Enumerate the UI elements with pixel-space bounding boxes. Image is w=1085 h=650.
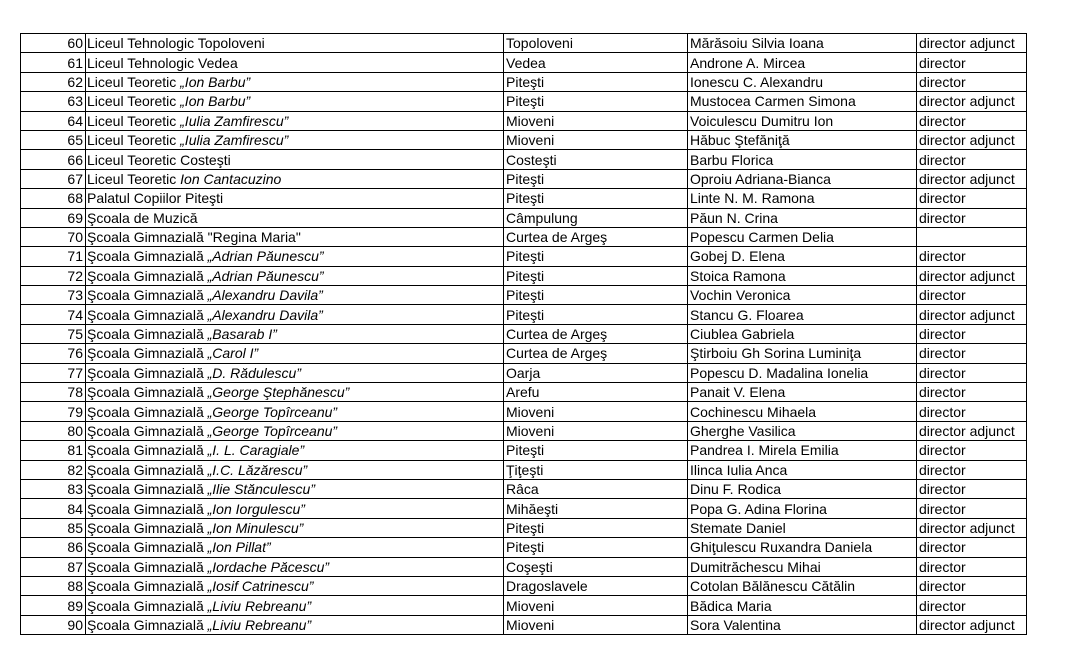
school-name-cell <box>86 441 504 460</box>
role-cell <box>917 227 1027 246</box>
school-name-text: Liceul Teoretic <box>87 170 181 187</box>
school-name-cell <box>86 557 504 576</box>
school-name-text: Liceul Teoretic <box>87 73 181 90</box>
row-number-cell: 83 <box>21 479 86 498</box>
row-number-cell: 62 <box>21 72 86 91</box>
school-name-italic-text: „Alexandru Davila” <box>207 287 323 304</box>
table-row <box>21 111 1027 130</box>
person-name-cell: Cotolan Bălănescu Cătălin <box>688 576 917 595</box>
role-cell: director adjunct <box>917 421 1027 440</box>
city-cell: Piteşti <box>504 92 688 111</box>
table-row <box>21 538 1027 557</box>
table-row <box>21 615 1027 634</box>
city-cell: Mioveni <box>504 130 688 149</box>
school-name-text: Şcoala Gimnazială <box>87 306 208 323</box>
school-name-cell <box>86 479 504 498</box>
person-name-cell: Pandrea I. Mirela Emilia <box>688 441 917 460</box>
role-cell: director <box>917 557 1027 576</box>
person-name-cell: Stancu G. Floarea <box>688 305 917 324</box>
school-name-italic-text: „Iulia Zamfirescu” <box>180 132 289 149</box>
person-name-cell: Dinu F. Rodica <box>688 479 917 498</box>
person-name-cell: Hăbuc Ştefăniţă <box>688 130 917 149</box>
city-cell: Piteşti <box>504 538 688 557</box>
table-row <box>21 518 1027 537</box>
row-number-cell: 74 <box>21 305 86 324</box>
school-name-text: Şcoala Gimnazială <box>87 597 208 614</box>
school-name-text: Şcoala Gimnazială <box>87 481 208 498</box>
role-cell: director <box>917 363 1027 382</box>
school-name-cell <box>86 344 504 363</box>
school-name-text: Şcoala Gimnazială <box>87 326 208 343</box>
row-number-cell: 75 <box>21 324 86 343</box>
school-name-cell <box>86 169 504 188</box>
city-cell: Piteşti <box>504 72 688 91</box>
row-number-cell: 76 <box>21 344 86 363</box>
school-name-text: Liceul Tehnologic Topoloveni <box>87 35 265 52</box>
school-name-cell <box>86 208 504 227</box>
school-name-text: Liceul Teoretic Costeşti <box>87 151 231 168</box>
row-number-cell: 69 <box>21 208 86 227</box>
city-cell: Mioveni <box>504 596 688 615</box>
person-name-cell: Panait V. Elena <box>688 383 917 402</box>
table-row <box>21 596 1027 615</box>
table-row <box>21 150 1027 169</box>
person-name-cell: Mustocea Carmen Simona <box>688 92 917 111</box>
table-row <box>21 208 1027 227</box>
role-cell: director <box>917 441 1027 460</box>
school-name-italic-text: „George Topîrceanu” <box>207 423 338 439</box>
table-row <box>21 576 1027 595</box>
person-name-cell: Gobej D. Elena <box>688 247 917 266</box>
person-name-cell: Voiculescu Dumitru Ion <box>688 111 917 130</box>
city-cell: Vedea <box>504 53 688 72</box>
city-cell: Mioveni <box>504 615 688 634</box>
row-number-cell: 78 <box>21 383 86 402</box>
role-cell: director adjunct <box>917 34 1027 53</box>
table-row <box>21 227 1027 246</box>
table-row <box>21 189 1027 208</box>
school-name-cell <box>86 266 504 285</box>
row-number-cell: 77 <box>21 363 86 382</box>
school-name-text: Şcoala Gimnazială "Regina Maria" <box>87 229 301 246</box>
table-row <box>21 266 1027 285</box>
row-number-cell: 84 <box>21 499 86 518</box>
table-row <box>21 324 1027 343</box>
city-cell: Oarja <box>504 363 688 382</box>
school-name-cell <box>86 421 504 440</box>
school-name-italic-text: „D. Rădulescu” <box>207 364 301 381</box>
school-name-cell <box>86 227 504 246</box>
school-name-cell <box>86 92 504 111</box>
role-cell: director <box>917 499 1027 518</box>
table-row <box>21 72 1027 91</box>
school-name-text: Şcoala de Muzică <box>87 209 198 226</box>
person-name-cell: Ştirboiu Gh Sorina Luminiţa <box>688 344 917 363</box>
school-name-cell <box>86 34 504 53</box>
school-name-cell <box>86 324 504 343</box>
city-cell: Curtea de Argeş <box>504 227 688 246</box>
table-row <box>21 402 1027 421</box>
city-cell: Piteşti <box>504 266 688 285</box>
city-cell: Câmpulung <box>504 208 688 227</box>
person-name-cell: Sora Valentina <box>688 615 917 634</box>
city-cell: Râca <box>504 479 688 498</box>
city-cell: Mihăeşti <box>504 499 688 518</box>
row-number-cell: 67 <box>21 169 86 188</box>
row-number-cell: 64 <box>21 111 86 130</box>
school-name-italic-text: „Ilie Stănculescu” <box>207 481 316 498</box>
table-row <box>21 286 1027 305</box>
row-number-cell: 63 <box>21 92 86 111</box>
school-name-italic-text: „Iordache Păcescu” <box>207 558 330 575</box>
school-name-cell <box>86 189 504 208</box>
role-cell: director <box>917 596 1027 615</box>
school-name-text: Şcoala Gimnazială <box>87 403 208 420</box>
city-cell: Dragoslavele <box>504 576 688 595</box>
school-name-text: Şcoala Gimnazială <box>87 248 208 265</box>
table-row <box>21 169 1027 188</box>
city-cell: Piteşti <box>504 305 688 324</box>
table-row <box>21 305 1027 324</box>
row-number-cell: 60 <box>21 34 86 53</box>
role-cell: director <box>917 402 1027 421</box>
school-name-italic-text: „Alexandru Davila” <box>207 306 323 323</box>
school-name-cell <box>86 130 504 149</box>
school-name-text: Şcoala Gimnazială <box>87 287 208 304</box>
staff-table <box>20 33 1027 635</box>
person-name-cell: Linte N. M. Ramona <box>688 189 917 208</box>
role-cell: director <box>917 538 1027 557</box>
school-name-text: Liceul Teoretic <box>87 132 181 149</box>
role-cell: director <box>917 460 1027 479</box>
city-cell: Mioveni <box>504 421 688 440</box>
row-number-cell: 79 <box>21 402 86 421</box>
city-cell: Mioveni <box>504 402 688 421</box>
table-row <box>21 441 1027 460</box>
school-name-cell <box>86 53 504 72</box>
person-name-cell: Cochinescu Mihaela <box>688 402 917 421</box>
school-name-italic-text: „George Ştephănescu” <box>207 384 350 401</box>
row-number-cell: 68 <box>21 189 86 208</box>
role-cell: director <box>917 150 1027 169</box>
city-cell: Piteşti <box>504 189 688 208</box>
row-number-cell: 89 <box>21 596 86 615</box>
city-cell: Costeşti <box>504 150 688 169</box>
person-name-cell: Ionescu C. Alexandru <box>688 72 917 91</box>
person-name-cell: Ciublea Gabriela <box>688 324 917 343</box>
person-name-cell: Oproiu Adriana-Bianca <box>688 169 917 188</box>
role-cell: director <box>917 344 1027 363</box>
school-name-cell <box>86 499 504 518</box>
school-name-italic-text: „Basarab I” <box>207 326 277 343</box>
school-name-text: Şcoala Gimnazială <box>87 384 208 401</box>
school-name-italic-text: „Liviu Rebreanu” <box>207 597 312 614</box>
role-cell: director <box>917 383 1027 402</box>
role-cell: director adjunct <box>917 130 1027 149</box>
row-number-cell: 87 <box>21 557 86 576</box>
role-cell: director <box>917 53 1027 72</box>
person-name-cell: Barbu Florica <box>688 150 917 169</box>
city-cell: Coşeşti <box>504 557 688 576</box>
role-cell: director <box>917 479 1027 498</box>
school-name-text: Şcoala Gimnazială <box>87 461 208 478</box>
table-row <box>21 34 1027 53</box>
person-name-cell: Popa G. Adina Florina <box>688 499 917 518</box>
school-name-cell <box>86 150 504 169</box>
school-name-italic-text: „Ion Pillat” <box>207 539 271 556</box>
school-name-italic-text: Ion Cantacuzino <box>180 170 282 187</box>
city-cell: Topoloveni <box>504 34 688 53</box>
school-name-italic-text: „I.C. Lăzărescu” <box>207 461 308 478</box>
school-name-cell <box>86 615 504 634</box>
table-row <box>21 92 1027 111</box>
school-name-cell <box>86 576 504 595</box>
person-name-cell: Stemate Daniel <box>688 518 917 537</box>
school-name-italic-text: „Adrian Păunescu” <box>207 248 324 265</box>
school-name-text: Şcoala Gimnazială <box>87 558 208 575</box>
role-cell: director <box>917 324 1027 343</box>
school-name-italic-text: „Ion Barbu” <box>180 73 251 90</box>
role-cell: director adjunct <box>917 615 1027 634</box>
school-name-italic-text: „Adrian Păunescu” <box>207 267 324 284</box>
role-cell: director adjunct <box>917 266 1027 285</box>
role-cell: director adjunct <box>917 92 1027 111</box>
school-name-italic-text: „Liviu Rebreanu” <box>207 616 312 633</box>
school-name-cell <box>86 383 504 402</box>
row-number-cell: 72 <box>21 266 86 285</box>
school-name-italic-text: „I. L. Caragiale” <box>207 442 305 459</box>
school-name-cell <box>86 518 504 537</box>
city-cell: Piteşti <box>504 247 688 266</box>
city-cell: Piteşti <box>504 169 688 188</box>
role-cell: director <box>917 208 1027 227</box>
row-number-cell: 86 <box>21 538 86 557</box>
role-cell: director <box>917 576 1027 595</box>
person-name-cell: Androne A. Mircea <box>688 53 917 72</box>
school-name-text: Şcoala Gimnazială <box>87 616 208 633</box>
table-row <box>21 460 1027 479</box>
school-name-cell <box>86 286 504 305</box>
city-cell: Piteşti <box>504 286 688 305</box>
school-name-cell <box>86 402 504 421</box>
row-number-cell: 88 <box>21 576 86 595</box>
person-name-cell: Popescu D. Madalina Ionelia <box>688 363 917 382</box>
city-cell: Ţiţeşti <box>504 460 688 479</box>
person-name-cell: Stoica Ramona <box>688 266 917 285</box>
school-name-text: Liceul Teoretic <box>87 93 181 110</box>
row-number-cell: 61 <box>21 53 86 72</box>
row-number-cell: 85 <box>21 518 86 537</box>
table-row <box>21 53 1027 72</box>
school-name-italic-text: „Ion Iorgulescu” <box>207 500 305 517</box>
row-number-cell: 71 <box>21 247 86 266</box>
school-name-text: Şcoala Gimnazială <box>87 539 208 556</box>
school-name-text: Palatul Copiilor Piteşti <box>87 190 224 207</box>
row-number-cell: 65 <box>21 130 86 149</box>
school-name-text: Şcoala Gimnazială <box>87 578 208 595</box>
school-name-cell <box>86 460 504 479</box>
school-name-cell <box>86 596 504 615</box>
school-name-italic-text: „George Topîrceanu” <box>207 403 338 420</box>
school-name-italic-text: „Carol I” <box>207 345 259 362</box>
school-name-text: Şcoala Gimnazială <box>87 345 208 362</box>
city-cell: Mioveni <box>504 111 688 130</box>
role-cell: director adjunct <box>917 169 1027 188</box>
school-name-text: Liceul Teoretic <box>87 112 181 129</box>
role-cell: director <box>917 286 1027 305</box>
row-number-cell: 70 <box>21 227 86 246</box>
row-number-cell: 66 <box>21 150 86 169</box>
person-name-cell: Dumitrăchescu Mihai <box>688 557 917 576</box>
row-number-cell: 81 <box>21 441 86 460</box>
role-cell: director <box>917 111 1027 130</box>
school-name-text: Şcoala Gimnazială <box>87 364 208 381</box>
table-row <box>21 363 1027 382</box>
person-name-cell: Mărăsoiu Silvia Ioana <box>688 34 917 53</box>
city-cell: Curtea de Argeş <box>504 344 688 363</box>
person-name-cell: Ilinca Iulia Anca <box>688 460 917 479</box>
school-name-text: Şcoala Gimnazială <box>87 267 208 284</box>
person-name-cell: Gherghe Vasilica <box>688 421 917 440</box>
table-row <box>21 383 1027 402</box>
school-name-text: Liceul Tehnologic Vedea <box>87 54 238 71</box>
person-name-cell: Ghiţulescu Ruxandra Daniela <box>688 538 917 557</box>
role-cell: director <box>917 189 1027 208</box>
school-name-cell <box>86 538 504 557</box>
school-name-cell <box>86 363 504 382</box>
row-number-cell: 82 <box>21 460 86 479</box>
table-row <box>21 557 1027 576</box>
table-row <box>21 479 1027 498</box>
city-cell: Piteşti <box>504 518 688 537</box>
school-name-italic-text: „Iosif Catrinescu” <box>207 578 314 595</box>
row-number-cell: 80 <box>21 421 86 440</box>
role-cell: director adjunct <box>917 305 1027 324</box>
school-name-cell <box>86 72 504 91</box>
school-name-text: Şcoala Gimnazială <box>87 442 208 459</box>
school-name-italic-text: „Ion Barbu” <box>180 93 251 110</box>
city-cell: Piteşti <box>504 441 688 460</box>
role-cell: director adjunct <box>917 518 1027 537</box>
person-name-cell: Păun N. Crina <box>688 208 917 227</box>
table-row <box>21 344 1027 363</box>
city-cell: Curtea de Argeş <box>504 324 688 343</box>
person-name-cell: Popescu Carmen Delia <box>688 227 917 246</box>
row-number-cell: 73 <box>21 286 86 305</box>
school-name-text: Şcoala Gimnazială <box>87 519 208 536</box>
role-cell: director <box>917 247 1027 266</box>
person-name-cell: Vochin Veronica <box>688 286 917 305</box>
staff-table-body <box>21 34 1027 635</box>
school-name-cell <box>86 111 504 130</box>
table-row <box>21 130 1027 149</box>
city-cell: Arefu <box>504 383 688 402</box>
table-row <box>21 247 1027 266</box>
school-name-italic-text: „Iulia Zamfirescu” <box>180 112 289 129</box>
school-name-italic-text: „Ion Minulescu” <box>207 519 304 536</box>
person-name-cell: Bădica Maria <box>688 596 917 615</box>
row-number-cell: 90 <box>21 615 86 634</box>
table-row <box>21 421 1027 440</box>
table-row <box>21 499 1027 518</box>
school-name-text: Şcoala Gimnazială <box>87 500 208 517</box>
school-name-cell <box>86 247 504 266</box>
school-name-cell <box>86 305 504 324</box>
role-cell: director <box>917 72 1027 91</box>
school-name-text: Şcoala Gimnazială <box>87 423 208 439</box>
